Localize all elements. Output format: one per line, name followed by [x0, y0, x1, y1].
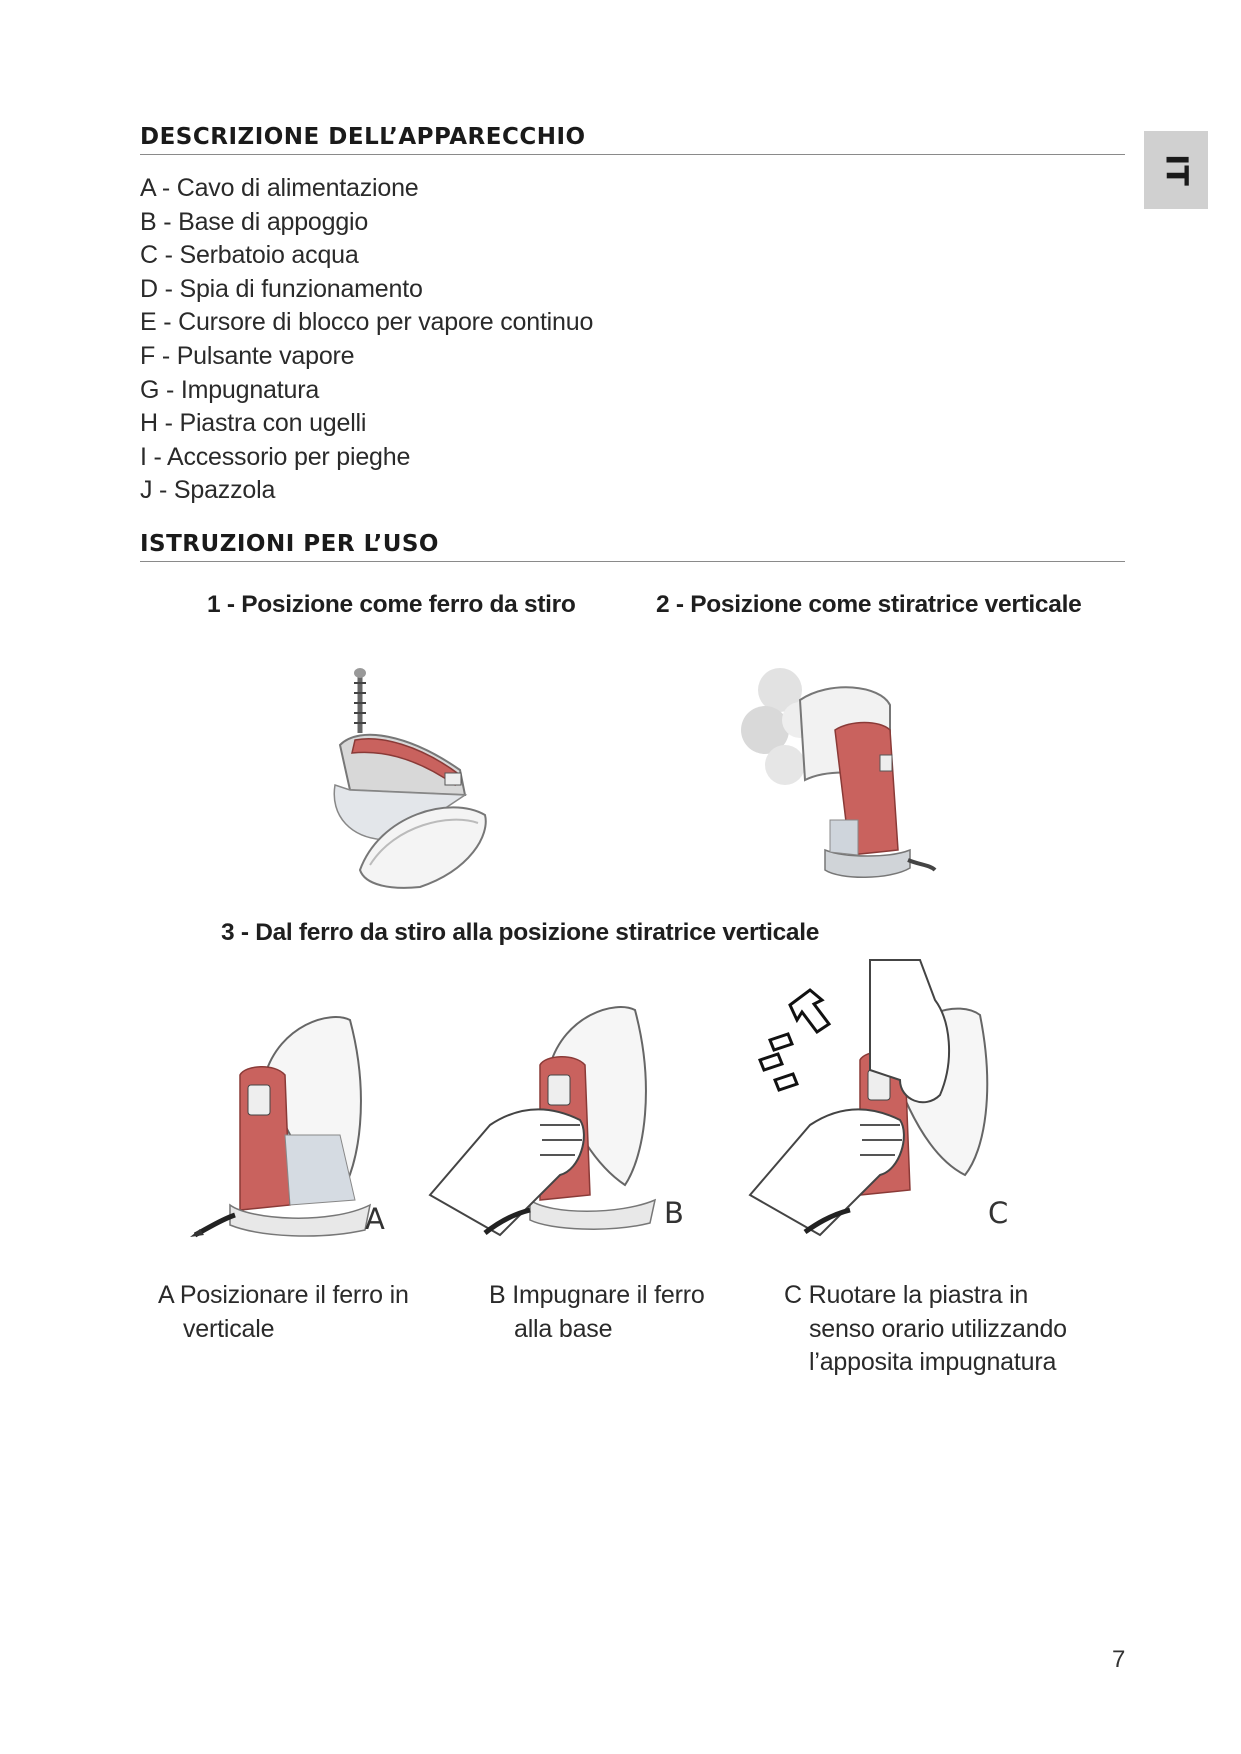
step-c-illustration — [750, 960, 1010, 1245]
language-tab — [1144, 131, 1208, 209]
section-title-description: DESCRIZIONE DELL’APPARECCHIO — [140, 124, 1125, 155]
step-c-letter: C — [988, 1196, 1009, 1230]
list-item: C - Serbatoio acqua — [140, 241, 359, 270]
step-a-illustration — [190, 1005, 420, 1245]
section-title-instructions: ISTRUZIONI PER L’USO — [140, 531, 1125, 562]
position-2-heading: 2 - Posizione come stiratrice verticale — [656, 591, 1082, 618]
caption-line: senso orario utilizzando — [809, 1314, 1067, 1343]
caption-line: A Posizionare il ferro in — [158, 1281, 409, 1309]
page-number: 7 — [1112, 1646, 1126, 1673]
caption-line: C Ruotare la piastra in — [784, 1281, 1029, 1309]
caption-line: verticale — [183, 1314, 275, 1343]
step-b-illustration — [430, 995, 690, 1245]
caption-line: alla base — [514, 1314, 613, 1343]
list-item: A - Cavo di alimentazione — [140, 174, 419, 202]
list-item: H - Piastra con ugelli — [140, 409, 367, 438]
parts-list — [140, 172, 593, 508]
step-c-caption — [784, 1279, 1067, 1380]
language-tab-label: IT — [1158, 154, 1194, 186]
list-item: B - Base di appoggio — [140, 207, 369, 236]
list-item: G - Impugnatura — [140, 375, 320, 404]
iron-position-illustration — [300, 665, 500, 895]
step-b-letter: B — [664, 1196, 684, 1230]
list-item: D - Spia di funzionamento — [140, 274, 423, 303]
list-item: F - Pulsante vapore — [140, 341, 355, 370]
list-item: E - Cursore di blocco per vapore continuo — [140, 308, 594, 337]
vertical-steamer-illustration — [740, 660, 940, 900]
list-item: J - Spazzola — [140, 476, 276, 505]
position-1-heading: 1 - Posizione come ferro da stiro — [207, 591, 576, 618]
caption-line: l’apposita impugnatura — [809, 1348, 1057, 1376]
step-a-letter: A — [365, 1202, 385, 1236]
step-a-caption — [158, 1279, 409, 1346]
position-3-heading: 3 - Dal ferro da stiro alla posizione stiratrice verticale — [221, 919, 820, 946]
caption-line: B Impugnare il ferro — [489, 1281, 705, 1309]
step-b-caption — [489, 1279, 705, 1346]
list-item: I - Accessorio per pieghe — [140, 442, 411, 471]
